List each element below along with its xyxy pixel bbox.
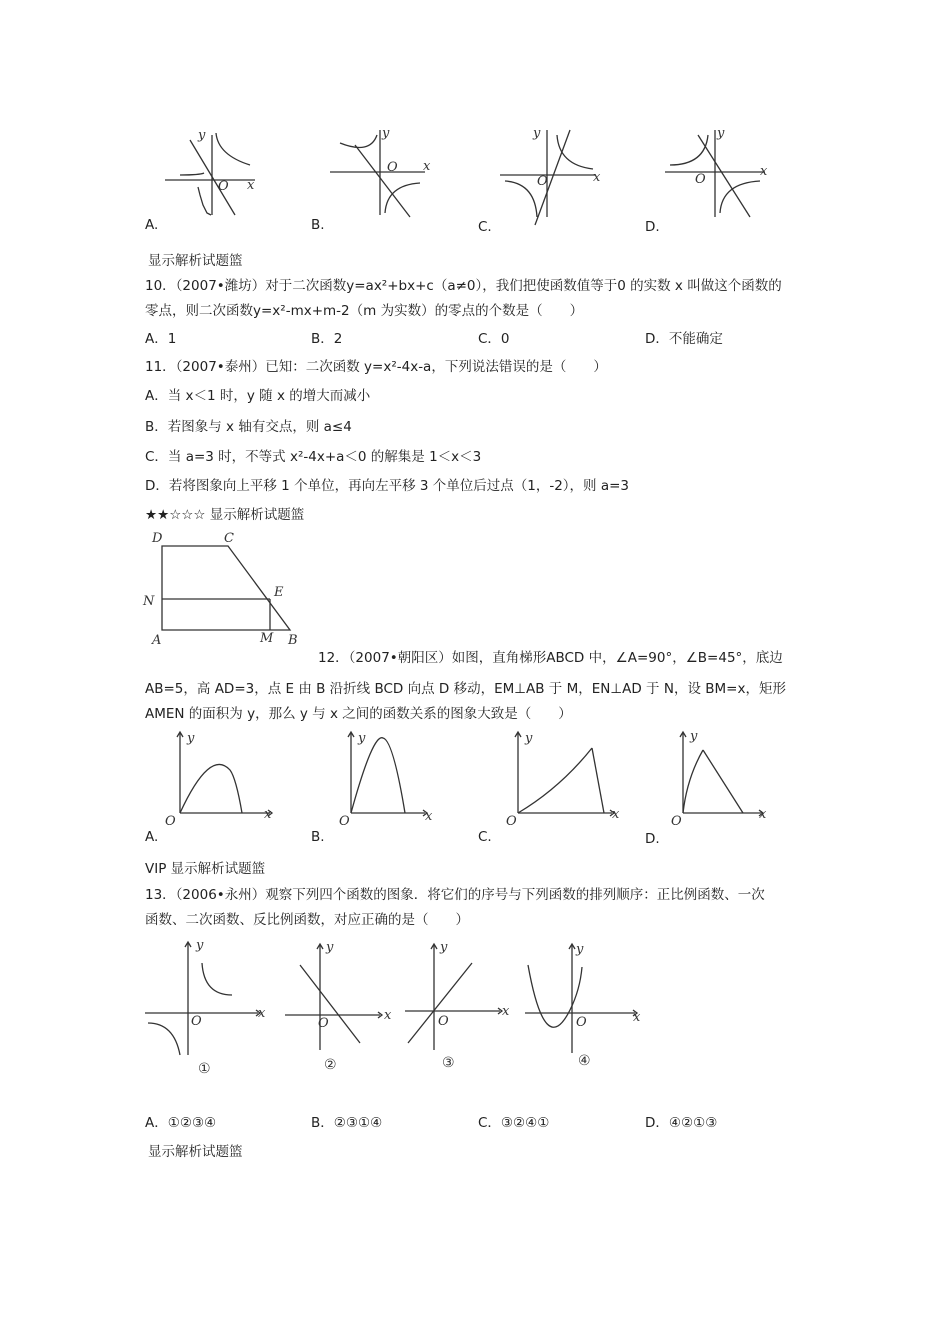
q13-option-d[interactable]: D．④②①③ [645,1115,718,1131]
q13-graph-1 [140,935,270,1080]
svg-text:③: ③ [442,1055,455,1071]
q10-option-b[interactable]: B．2 [311,331,343,347]
svg-text:O: O [218,179,229,194]
svg-text:D: D [152,531,163,546]
svg-text:②: ② [324,1057,337,1073]
q13-stem-line1: 13．（2006•永州）观察下列四个函数的图象．将它们的序号与下列函数的排列顺序：正比例函数、一次 [145,887,765,903]
svg-text:x: x [760,164,768,179]
svg-text:x: x [264,807,272,822]
q12-option-b-label[interactable]: B. [311,829,325,845]
svg-text:O: O [165,814,176,829]
svg-text:y: y [717,126,725,141]
svg-text:x: x [593,170,601,185]
q9-graph-a [160,125,270,220]
svg-text:x: x [502,1004,510,1019]
q10-option-c[interactable]: C．0 [478,331,510,347]
q12-stem-line3: AMEN 的面积为 y，那么 y 与 x 之间的函数关系的图象大致是（ ） [145,706,572,722]
q9-option-b-label[interactable]: B. [311,217,325,233]
svg-text:x: x [247,178,255,193]
svg-text:y: y [533,126,541,141]
svg-text:④: ④ [578,1053,591,1069]
svg-text:O: O [671,814,682,829]
q9-analysis-link[interactable]: 显示解析试题篮 [148,253,243,269]
svg-text:x: x [258,1006,266,1021]
svg-text:y: y [576,942,584,957]
svg-text:y: y [440,940,448,955]
svg-text:①: ① [198,1061,211,1077]
q9-graph-b [325,125,440,220]
svg-text:O: O [387,160,398,175]
svg-text:x: x [384,1008,392,1023]
q9-graph-c [495,125,610,220]
q9-graph-d [660,125,775,220]
q12-option-a-label[interactable]: A. [145,829,159,845]
svg-text:A: A [152,633,162,648]
q13-option-c[interactable]: C．③②④① [478,1115,550,1131]
svg-text:O: O [339,814,350,829]
q12-graph-a [160,728,280,828]
q12-graph-d [665,728,785,828]
q12-graph-b [333,728,453,828]
q9-option-d-label[interactable]: D. [645,219,660,235]
svg-text:y: y [358,731,366,746]
q12-option-d-label[interactable]: D. [645,831,660,847]
svg-text:C: C [224,531,234,546]
q9-option-a-label[interactable]: A. [145,217,159,233]
svg-text:y: y [690,729,698,744]
svg-text:O: O [506,814,517,829]
q11-analysis-link[interactable]: ★★☆☆☆ 显示解析试题篮 [145,507,305,523]
svg-text:x: x [425,809,433,824]
svg-text:y: y [326,940,334,955]
svg-text:O: O [191,1014,202,1029]
svg-text:x: x [633,1010,641,1025]
svg-text:y: y [382,126,390,141]
svg-text:x: x [423,159,431,174]
q10-option-a[interactable]: A．1 [145,331,177,347]
svg-text:O: O [695,172,706,187]
svg-text:N: N [143,594,155,609]
q13-graph-3 [400,935,515,1080]
q10-stem-line1: 10．（2007•潍坊）对于二次函数y=ax²+bx+c（a≠0），我们把使函数值等于0 的实数 x 叫做这个函数的 [145,278,782,294]
svg-text:y: y [525,731,533,746]
q12-graph-c [500,728,630,828]
svg-text:B: B [288,633,298,648]
q12-stem-line1: 12．（2007•朝阳区）如图，直角梯形ABCD 中，∠A=90°，∠B=45°，底边 [318,650,783,666]
svg-text:O: O [318,1016,329,1031]
q11-stem: 11．（2007•泰州）已知：二次函数 y=x²-4x-a，下列说法错误的是（ ） [145,359,607,375]
svg-text:O: O [438,1014,449,1029]
q13-graph-4 [520,935,645,1080]
q11-option-c[interactable]: C．当 a=3 时，不等式 x²-4x+a＜0 的解集是 1＜x＜3 [145,449,482,465]
svg-text:E: E [274,585,284,600]
svg-text:x: x [759,807,767,822]
q13-analysis-link[interactable]: 显示解析试题篮 [148,1144,243,1160]
q11-option-b[interactable]: B．若图象与 x 轴有交点，则 a≤4 [145,419,352,435]
q13-option-a[interactable]: A．①②③④ [145,1115,217,1131]
svg-text:y: y [196,938,204,953]
q12-option-c-label[interactable]: C. [478,829,492,845]
q9-option-c-label[interactable]: C. [478,219,492,235]
q13-stem-line2: 函数、二次函数、反比例函数，对应正确的是（ ） [145,912,469,928]
svg-text:O: O [576,1015,587,1030]
q13-option-b[interactable]: B．②③①④ [311,1115,383,1131]
q11-option-d[interactable]: D．若将图象向上平移 1 个单位，再向左平移 3 个单位后过点（1，-2），则 a=3 [145,478,630,494]
svg-text:O: O [537,174,548,189]
q12-stem-line2: AB=5，高 AD=3，点 E 由 B 沿折线 BCD 向点 D 移动，EM⊥AB 于 M，EN⊥AD 于 N，设 BM=x，矩形 [145,681,786,697]
q12-analysis-link[interactable]: VIP 显示解析试题篮 [145,861,266,877]
q10-stem-line2: 零点，则二次函数y=x²-mx+m-2（m 为实数）的零点的个数是（ ） [145,303,584,319]
svg-text:y: y [187,731,195,746]
svg-text:M: M [260,631,274,646]
q13-graph-2 [280,935,395,1080]
q12-trapezoid-figure [140,526,310,651]
q11-option-a[interactable]: A．当 x＜1 时，y 随 x 的增大而减小 [145,388,371,404]
svg-text:y: y [198,128,206,143]
svg-text:x: x [612,807,620,822]
q10-option-d[interactable]: D．不能确定 [645,331,723,347]
